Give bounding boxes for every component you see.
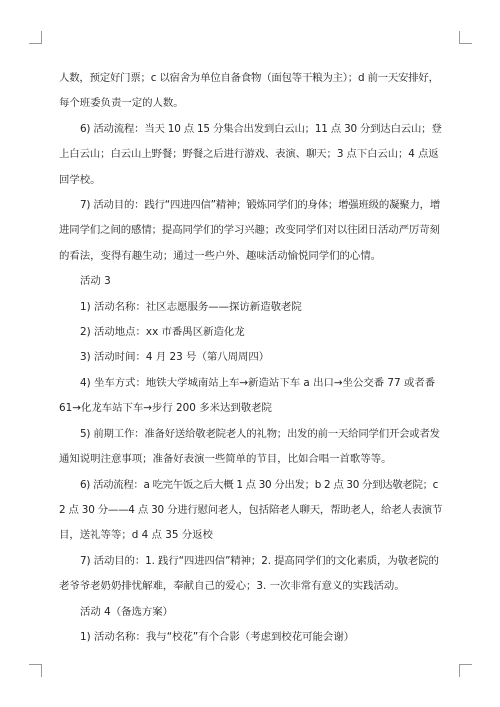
text-line: 7) 活动目的：践行“四进四信”精神；锻炼同学们的身体；增强班级的凝聚力，增	[80, 199, 441, 212]
page-corner-mark-bottom-right	[459, 664, 472, 677]
text-line: 通知说明注意事项；准备好表演一些简单的节目，比如合唱一首歌等等。	[59, 453, 392, 466]
text-line: 6) 活动流程：a 吃完午饭之后大概 1 点 30 分出发；b 2 点 30 分到达敬老院；c	[80, 478, 439, 491]
page-corner-mark-top-right	[459, 31, 472, 44]
text-line: 6) 活动流程：当天 10 点 15 分集合出发到白云山；11 点 30 分到达白云山；登	[80, 122, 442, 135]
text-line: 1) 活动名称：社区志愿服务——探访新造敬老院	[80, 300, 302, 313]
text-line: 1) 活动名称：我与“校花”有个合影（考虑到校花可能会谢）	[80, 630, 355, 643]
document-body	[59, 66, 442, 650]
page-corner-mark-top-left	[29, 31, 42, 44]
page-corner-mark-bottom-left	[29, 664, 42, 677]
text-line: 5) 前期工作：准备好送给敬老院老人的礼物；出发的前一天给同学们开会或者发	[80, 427, 440, 440]
text-line: 的看法，变得有趣生动；通过一些户外、趣味活动愉悦同学们的心情。	[59, 249, 382, 262]
text-line: 人数，预定好门票；c 以宿舍为单位自备食物（面包等干粮为主）；d 前一天安排好，	[59, 72, 439, 84]
text-line: 3) 活动时间：4 月 23 号（第八周周四）	[80, 351, 270, 364]
text-line: 61→化龙车站下车→步行 200 多米达到敬老院	[59, 402, 272, 415]
text-line: 目，送礼等等；d 4 点 35 分返校	[59, 529, 213, 542]
text-line: 回学校。	[59, 173, 101, 186]
text-line: 4) 坐车方式：地铁大学城南站上车→新造站下车 a 出口→坐公交番 77 或者番	[80, 376, 436, 389]
text-line: 上白云山；白云山上野餐；野餐之后进行游戏、表演、聊天；3 点下白云山；4 点返	[59, 148, 439, 161]
text-line: 进同学们之间的感情；提高同学们的学习兴趣；改变同学们对以往团日活动严厉苛刻	[59, 224, 440, 237]
text-line: 2) 活动地点：xx 市番禺区新造化龙	[80, 326, 245, 339]
text-line: 每个班委负责一定的人数。	[59, 97, 184, 110]
text-line: 老爷爷老奶奶排忧解难，奉献自己的爱心；3. 一次非常有意义的实践活动。	[59, 580, 405, 593]
section-heading: 活动 3	[80, 275, 111, 288]
text-line: 7) 活动目的：1. 践行“四进四信”精神；2. 提高同学们的文化素质，为敬老院的	[80, 554, 439, 567]
section-heading: 活动 4（备选方案）	[80, 605, 174, 618]
text-line: 2 点 30 分——4 点 30 分进行慰问老人，包括陪老人聊天，帮助老人，给老人表演节	[59, 503, 443, 516]
